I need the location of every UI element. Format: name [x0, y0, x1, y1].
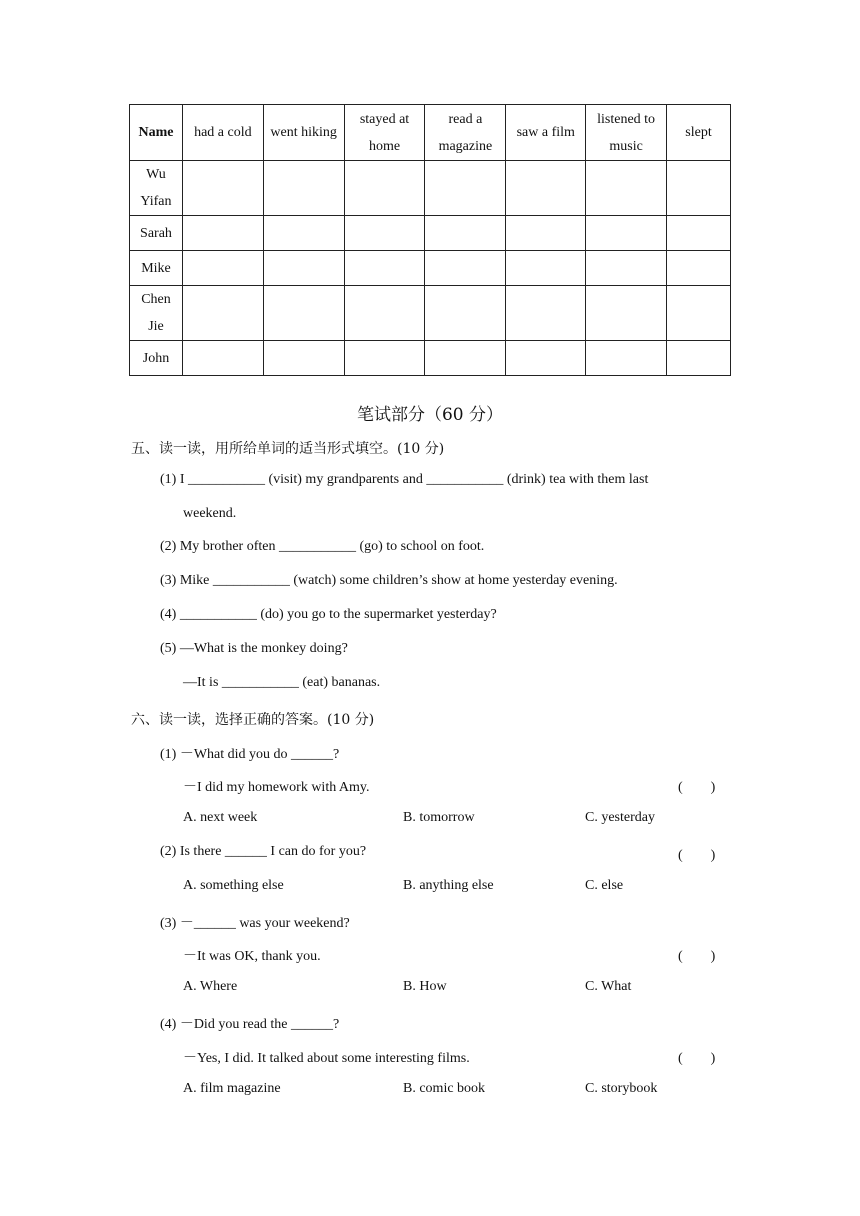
s6-q4-option-b[interactable]: B. comic book — [403, 1081, 486, 1096]
row-name: Wu Yifan — [130, 161, 183, 216]
table-row — [130, 216, 731, 251]
table-cell[interactable] — [506, 286, 586, 341]
s6-q1-option-c[interactable]: C. yesterday — [585, 810, 655, 825]
table-cell[interactable] — [182, 251, 263, 286]
header-had-a-cold: had a cold — [182, 105, 263, 161]
table-cell[interactable] — [182, 161, 263, 216]
s6-q1-option-b[interactable]: B. tomorrow — [403, 810, 475, 825]
table-cell[interactable] — [667, 216, 731, 251]
table-cell[interactable] — [425, 216, 506, 251]
table-cell[interactable] — [182, 216, 263, 251]
s5-q1-line2: weekend. — [183, 506, 237, 521]
s6-q4-line1: (4) －Did you read the ______? — [160, 1017, 340, 1032]
s6-q4-option-a[interactable]: A. film magazine — [183, 1081, 281, 1096]
s5-q3: (3) Mike ___________ (watch) some children’s show at home yesterday evening. — [160, 573, 618, 588]
s6-q1-answer-paren[interactable]: ( ) — [678, 780, 716, 795]
s6-q4-option-c[interactable]: C. storybook — [585, 1081, 658, 1096]
table-cell[interactable] — [344, 161, 425, 216]
table-cell[interactable] — [182, 286, 263, 341]
table-cell[interactable] — [506, 161, 586, 216]
header-went-hiking: went hiking — [263, 105, 344, 161]
table-cell[interactable] — [263, 161, 344, 216]
table-cell[interactable] — [182, 341, 263, 376]
table-cell[interactable] — [344, 286, 425, 341]
table-cell[interactable] — [344, 216, 425, 251]
table-cell[interactable] — [425, 161, 506, 216]
s6-q3-option-b[interactable]: B. How — [403, 979, 447, 994]
s5-q1-line1: (1) I ___________ (visit) my grandparents and ___________ (drink) tea with them last — [160, 472, 649, 487]
table-cell[interactable] — [586, 341, 667, 376]
s6-q4-line2: －Yes, I did. It talked about some interesting films. — [183, 1051, 470, 1066]
s5-q5-line1: (5) —What is the monkey doing? — [160, 641, 348, 656]
table-row — [130, 341, 731, 376]
row-name: Sarah — [130, 216, 183, 251]
row-name: John — [130, 341, 183, 376]
table-cell[interactable] — [263, 341, 344, 376]
table-row — [130, 161, 731, 216]
table-cell[interactable] — [586, 161, 667, 216]
s6-q2-option-c[interactable]: C. else — [585, 878, 624, 893]
table-cell[interactable] — [344, 251, 425, 286]
s6-q1-line2: －I did my homework with Amy. — [183, 780, 370, 795]
table-cell[interactable] — [263, 216, 344, 251]
s5-q2: (2) My brother often ___________ (go) to school on foot. — [160, 539, 485, 554]
section5-heading: 五、读一读，用所给单词的适当形式填空。(10 分) — [131, 441, 445, 457]
header-stayed-at-home: stayed at home — [344, 105, 425, 161]
table-cell[interactable] — [506, 216, 586, 251]
table-cell[interactable] — [263, 251, 344, 286]
table-cell[interactable] — [506, 251, 586, 286]
table-cell[interactable] — [667, 161, 731, 216]
table-cell[interactable] — [586, 251, 667, 286]
s5-q4: (4) ___________ (do) you go to the supermarket yesterday? — [160, 607, 497, 622]
table-cell[interactable] — [667, 251, 731, 286]
table-row — [130, 251, 731, 286]
header-slept: slept — [667, 105, 731, 161]
table-cell[interactable] — [344, 341, 425, 376]
header-read-a-magazine: read a magazine — [425, 105, 506, 161]
s6-q4-answer-paren[interactable]: ( ) — [678, 1051, 716, 1066]
s6-q3-option-c[interactable]: C. What — [585, 979, 632, 994]
header-listened-to-music: listened to music — [586, 105, 667, 161]
table-cell[interactable] — [667, 341, 731, 376]
s6-q1-line1: (1) －What did you do ______? — [160, 747, 340, 762]
table-cell[interactable] — [425, 341, 506, 376]
s5-q5-line2: —It is ___________ (eat) bananas. — [183, 675, 381, 690]
s6-q3-answer-paren[interactable]: ( ) — [678, 949, 716, 964]
table-row — [130, 286, 731, 341]
table-cell[interactable] — [667, 286, 731, 341]
header-saw-a-film: saw a film — [506, 105, 586, 161]
written-section-title: 笔试部分（60 分） — [356, 405, 504, 425]
s6-q2-option-b[interactable]: B. anything else — [403, 878, 494, 893]
table-cell[interactable] — [586, 216, 667, 251]
s6-q3-option-a[interactable]: A. Where — [183, 979, 238, 994]
table-cell[interactable] — [263, 286, 344, 341]
table-cell[interactable] — [425, 251, 506, 286]
header-name: Name — [130, 105, 183, 161]
section6-heading: 六、读一读，选择正确的答案。(10 分) — [131, 712, 375, 728]
table-cell[interactable] — [586, 286, 667, 341]
table-cell[interactable] — [425, 286, 506, 341]
s6-q3-line2: －It was OK, thank you. — [183, 949, 321, 964]
s6-q3-line1: (3) －______ was your weekend? — [160, 916, 350, 931]
s6-q2-line1: (2) Is there ______ I can do for you? — [160, 844, 367, 859]
s6-q2-option-a[interactable]: A. something else — [183, 878, 284, 893]
row-name: Mike — [130, 251, 183, 286]
s6-q2-answer-paren[interactable]: ( ) — [678, 848, 716, 863]
table-header-row — [130, 105, 731, 161]
row-name: Chen Jie — [130, 286, 183, 341]
s6-q1-option-a[interactable]: A. next week — [183, 810, 258, 825]
activity-table — [129, 104, 731, 376]
table-cell[interactable] — [506, 341, 586, 376]
